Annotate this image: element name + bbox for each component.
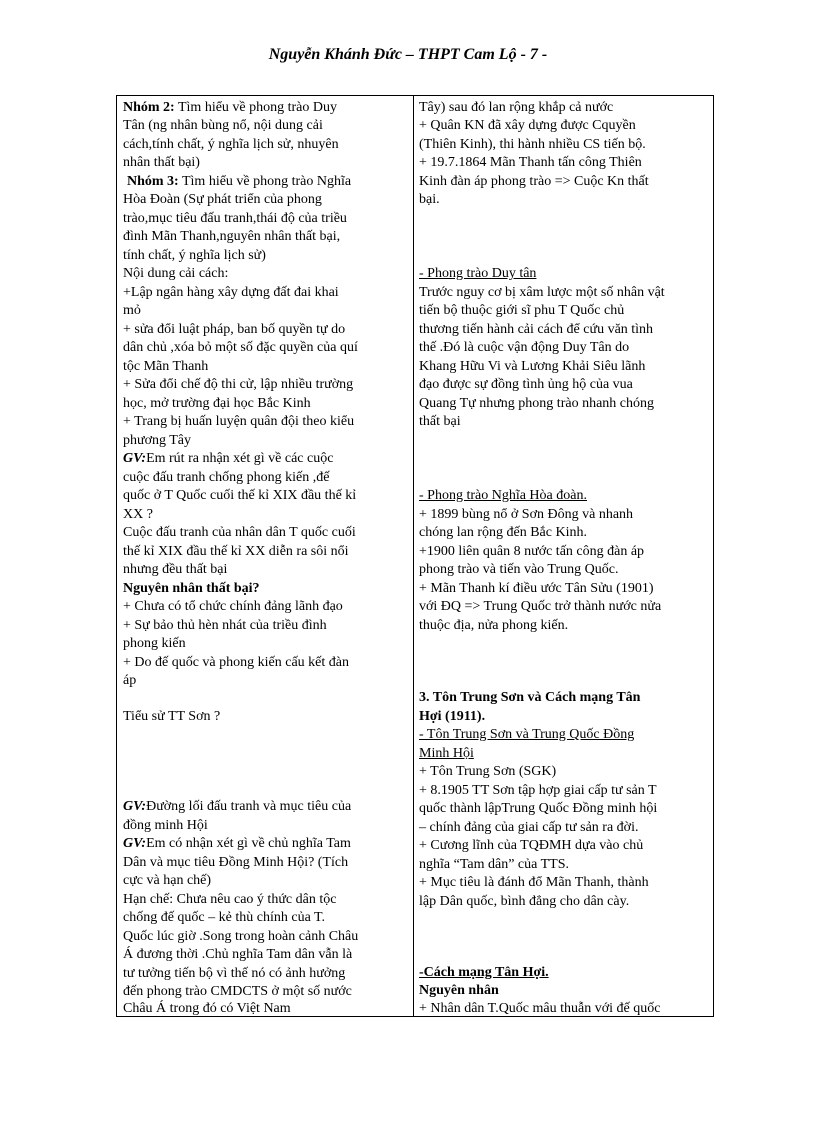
teacher-question-line: nhưng đều thất bại: [123, 562, 228, 577]
failure-cause-line: phong kiến: [123, 636, 186, 651]
duy-tan-line: thế .Đó là cuộc vận động Duy Tân do: [419, 340, 630, 355]
group-2-line: Nhóm 2: Tìm hiểu về phong trào Duy: [123, 100, 338, 115]
revolution-cause-line: + Nhân dân T.Quốc mâu thuẫn với đế quốc: [419, 1001, 661, 1016]
group-2-line: cách,tính chất, ý nghĩa lịch sử, nhuyên: [123, 137, 339, 152]
failure-cause-heading: Nguyên nhân thất bại?: [123, 581, 260, 596]
teacher-question-line: thế kỉ XIX đầu thế kỉ XX diễn ra sôi nổi: [123, 544, 349, 559]
league-line: + Cương lĩnh của TQĐMH dựa vào chủ: [419, 838, 644, 853]
limitation-line: Á đương thời .Chủ nghĩa Tam dân vẫn là: [123, 947, 353, 962]
duy-tan-line: tiến bộ thuộc giới sĩ phu T Quốc chủ: [419, 303, 625, 318]
teacher-question-line: XX ?: [123, 507, 153, 522]
group-2-line: Tân (ng nhân bùng nổ, nội dung cải: [123, 118, 323, 133]
teacher-question: GV:Đường lối đấu tranh và mục tiêu của: [123, 799, 352, 814]
taiping-line: Kinh đàn áp phong trào => Cuộc Kn thất: [419, 174, 649, 189]
teacher-question-line: cực và hạn chế): [123, 873, 212, 888]
failure-cause-line: áp: [123, 673, 137, 688]
group-3-line: trào,mục tiêu đấu tranh,thái độ của triều: [123, 211, 347, 226]
boxer-line: phong trào và tiến vào Trung Quốc.: [419, 562, 619, 577]
failure-cause-line: + Do đế quốc và phong kiến cấu kết đàn: [123, 655, 349, 670]
teacher-question-line: cuộc đấu tranh chống phong kiến ,đế: [123, 470, 330, 485]
boxer-line: +1900 liên quân 8 nước tấn công đàn áp: [419, 544, 645, 559]
section-3-heading: Hợi (1911).: [419, 709, 486, 724]
teacher-question: GV:Em có nhận xét gì về chủ nghĩa Tam: [123, 836, 351, 851]
taiping-line: bại.: [419, 192, 440, 207]
limitation-line: Quốc lúc giờ .Song trong hoàn cảnh Châu: [123, 929, 359, 944]
limitation-line: Châu Á trong đó có Việt Nam: [123, 1001, 291, 1016]
boxer-heading: - Phong trào Nghĩa Hòa đoàn.: [419, 488, 587, 503]
tts-biography-question: Tiểu sử TT Sơn ?: [123, 709, 221, 724]
league-line: lập Dân quốc, bình đẳng cho dân cày.: [419, 894, 630, 909]
league-line: quốc thành lậpTrung Quốc Đồng minh hội: [419, 801, 658, 816]
teacher-question-line: đồng minh Hội: [123, 818, 208, 833]
page-header: Nguyễn Khánh Đức – THPT Cam Lộ - 7 -: [268, 46, 548, 63]
boxer-line: chóng lan rộng đến Bắc Kinh.: [419, 525, 587, 540]
reform-line: Nội dung cải cách:: [123, 266, 229, 281]
league-heading: - Tôn Trung Sơn và Trung Quốc Đồng: [419, 727, 635, 742]
league-line: nghĩa “Tam dân” của TTS.: [419, 857, 569, 872]
teacher-question-line: Cuộc đấu tranh của nhân dân T quốc cuối: [123, 525, 356, 540]
group-2-line: nhân thất bại): [123, 155, 200, 170]
reform-line: dân chủ ,xóa bỏ một số đặc quyền của quí: [123, 340, 358, 355]
boxer-line: + 1899 bùng nổ ở Sơn Đông và nhanh: [419, 507, 634, 522]
teacher-question-line: quốc ở T Quốc cuối thế kỉ XIX đầu thế kỉ: [123, 488, 357, 503]
duy-tan-line: đạo được sự đồng tình ủng hộ của vua: [419, 377, 633, 392]
taiping-line: (Thiên Kinh), thi hành nhiều CS tiến bộ.: [419, 137, 646, 152]
taiping-line: + Quân KN đã xây dựng được Cquyền: [419, 118, 636, 133]
taiping-line: + 19.7.1864 Mãn Thanh tấn công Thiên: [419, 155, 642, 170]
right-column: [414, 96, 713, 1016]
duy-tan-line: Trước nguy cơ bị xâm lược một số nhân vật: [419, 285, 665, 300]
teacher-question-line: Dân và mục tiêu Đồng Minh Hội? (Tích: [123, 855, 349, 870]
boxer-line: thuộc địa, nửa phong kiến.: [419, 618, 569, 633]
limitation-line: chống đế quốc – kẻ thù chính của T.: [123, 910, 326, 925]
failure-cause-line: + Chưa có tổ chức chính đảng lãnh đạo: [123, 599, 343, 614]
limitation-line: tư tưởng tiến bộ vì thế nó có ảnh hưởng: [123, 966, 346, 981]
xinhai-revolution-heading: -Cách mạng Tân Hợi.: [419, 965, 549, 980]
reform-line: +Lập ngân hàng xây dựng đất đai khai: [123, 285, 339, 300]
league-line: + Tôn Trung Sơn (SGK): [419, 764, 557, 779]
teacher-question: GV:Em rút ra nhận xét gì về các cuộc: [123, 451, 334, 466]
duy-tan-heading: - Phong trào Duy tân: [419, 266, 537, 281]
league-line: + Mục tiêu là đánh đổ Mãn Thanh, thành: [419, 875, 649, 890]
league-line: + 8.1905 TT Sơn tập hợp giai cấp tư sản T: [419, 783, 657, 798]
boxer-line: + Mãn Thanh kí điều ước Tân Sửu (1901): [419, 581, 654, 596]
reform-line: phương Tây: [123, 433, 192, 448]
group-3-line: tính chất, ý nghĩa lịch sử): [123, 248, 266, 263]
reform-line: mỏ: [123, 303, 141, 318]
revolution-cause-heading: Nguyên nhân: [419, 983, 499, 998]
limitation-line: Hạn chế: Chưa nêu cao ý thức dân tộc: [123, 892, 337, 907]
left-column: [117, 96, 414, 1016]
reform-line: học, mở trường đại học Bắc Kinh: [123, 396, 311, 411]
limitation-line: đến phong trào CMDCTS ở một số nước: [123, 984, 352, 999]
reform-line: tộc Mãn Thanh: [123, 359, 209, 374]
failure-cause-line: + Sự bảo thủ hèn nhát của triều đình: [123, 618, 327, 633]
group-3-line: Hòa Đoàn (Sự phát triển của phong: [123, 192, 322, 207]
duy-tan-line: thất bại: [419, 414, 461, 429]
duy-tan-line: Quang Tự nhưng phong trào nhanh chóng: [419, 396, 654, 411]
duy-tan-line: Khang Hữu Vi và Lương Khải Siêu lãnh: [419, 359, 646, 374]
group-3-line: đình Mãn Thanh,nguyên nhân thất bại,: [123, 229, 341, 244]
league-line: – chính đảng của giai cấp tư sản ra đời.: [419, 820, 639, 835]
taiping-line: Tây) sau đó lan rộng khắp cả nước: [419, 100, 614, 115]
reform-line: + sửa đổi luật pháp, ban bố quyền tự do: [123, 322, 346, 337]
duy-tan-line: thương tiến hành cải cách để cứu văn tình: [419, 322, 654, 337]
league-heading: Minh Hội: [419, 746, 474, 761]
reform-line: + Sửa đổi chế độ thi cử, lập nhiều trường: [123, 377, 354, 392]
reform-line: + Trang bị huấn luyện quân đội theo kiểu: [123, 414, 355, 429]
content-table: [116, 95, 714, 1017]
boxer-line: với ĐQ => Trung Quốc trở thành nước nửa: [419, 599, 662, 614]
section-3-heading: 3. Tôn Trung Sơn và Cách mạng Tân: [419, 690, 641, 705]
group-3-line: Nhóm 3: Tìm hiểu về phong trào Nghĩa: [127, 174, 352, 189]
